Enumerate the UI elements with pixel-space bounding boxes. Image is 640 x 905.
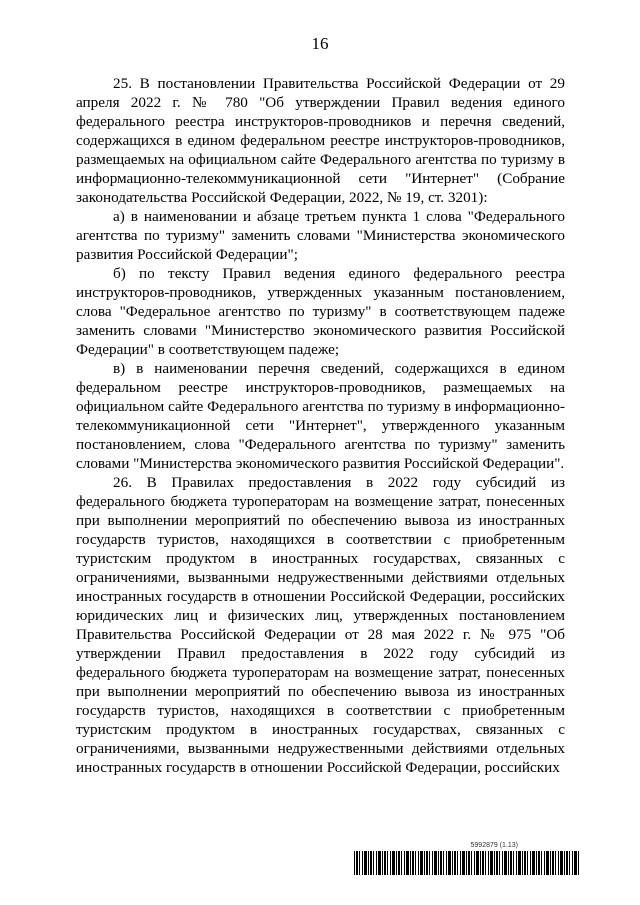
document-code: 5992879 (1.13) (470, 842, 518, 849)
document-body (76, 74, 565, 777)
paragraph-25-b: б) по тексту Правил ведения единого федерального реестра инструкторов-проводников, утвержденных указанным постановлением, слова "Федеральное агентство по туризму" в соответствующем падеже заменить словами "Министерство экономического развития Российской Федерации" в соответствующем падеже; (76, 265, 565, 358)
paragraph-26: 26. В Правилах предоставления в 2022 году субсидий из федерального бюджета туроператорам на возмещение затрат, понесенных при выполнении мероприятий по обеспечению вывоза из иностранных государств туристов, находящихся в соответствии с приобретенным туристским продуктом в иностранных государствах, связанных с ограничениями, вызванными недружественными действиями отдельных иностранных государств в отношении Российской Федерации, российских юридических лиц и физических лиц, утвержденных постановлением Правительства Российской Федерации от 28 мая 2022 г. № 975 "Об утверждении Правил предоставления в 2022 году субсидий из федерального бюджета туроператорам на возмещение затрат, понесенных при выполнении мероприятий по обеспечению вывоза из иностранных государств туристов, находящихся в соответствии с приобретенным туристским продуктом в иностранных государствах, связанных с ограничениями, вызванными недружественными действиями отдельных иностранных государств в отношении Российской Федерации, российских (76, 474, 565, 776)
paragraph-25-v: в) в наименовании перечня сведений, содержащихся в едином федеральном реестре инструкторов-проводников, размещаемых на официальном сайте Федерального агентства по туризму в информационно-телекоммуникационной сети "Интернет", утвержденного указанным постановлением, слова "Федерального агентства по туризму" заменить словами "Министерства экономического развития Российской Федерации". (76, 360, 565, 472)
paragraph-25-a: а) в наименовании и абзаце третьем пункта 1 слова "Федерального агентства по туризму" заменить словами "Министерства экономического развития Российской Федерации"; (76, 208, 565, 263)
page-number: 16 (311, 34, 329, 53)
paragraph-25: 25. В постановлении Правительства Российской Федерации от 29 апреля 2022 г. № 780 "Об утверждении Правил ведения единого федерального реестра инструкторов-проводников и перечня сведений, содержащихся в едином федеральном реестре инструкторов-проводников, размещаемых на официальном сайте Федерального агентства по туризму в информационно-телекоммуникационной сети "Интернет" (Собрание законодательства Российской Федерации, 2022, № 19, ст. 3201): (76, 75, 565, 206)
barcode-icon (354, 851, 580, 875)
document-footer (354, 842, 580, 875)
